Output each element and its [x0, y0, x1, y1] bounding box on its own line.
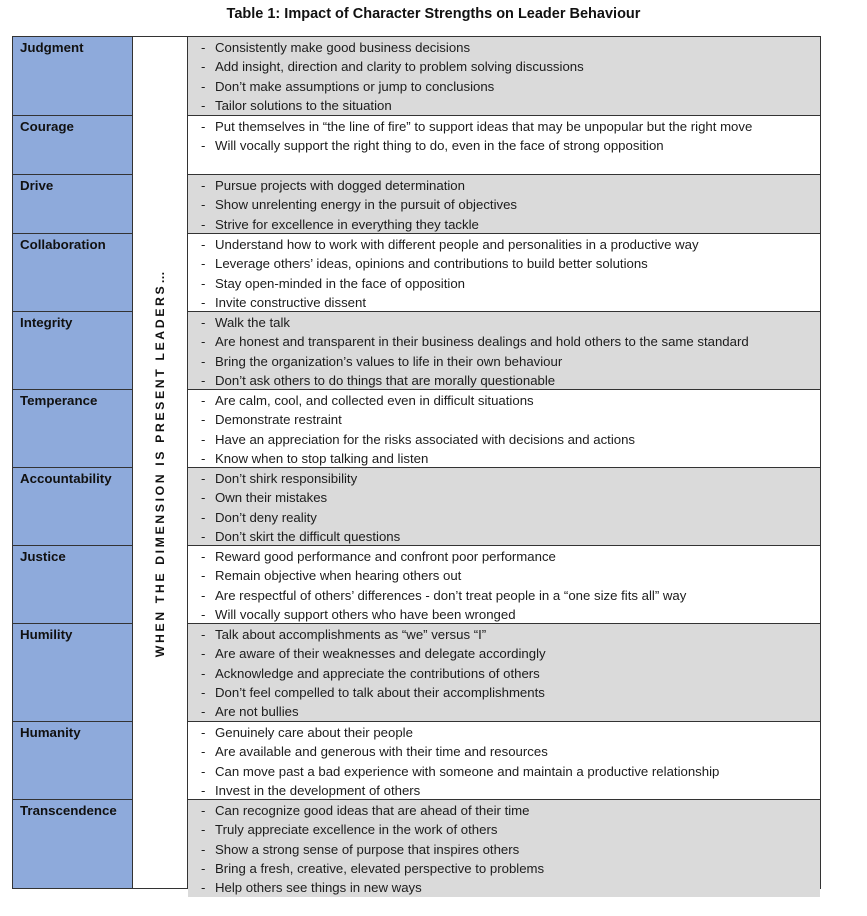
behaviour-item: - Don’t make assumptions or jump to conclusions — [188, 77, 820, 96]
vertical-label: WHEN THE DIMENSION IS PRESENT LEADERS… — [153, 268, 167, 657]
behaviour-item: - Are available and generous with their time and resources — [188, 742, 820, 761]
behaviour-item: - Acknowledge and appreciate the contributions of others — [188, 664, 820, 683]
dimension-label: Courage — [13, 115, 132, 174]
behaviour-rows — [188, 37, 820, 896]
behaviour-item: - Talk about accomplishments as “we” versus “I” — [188, 625, 820, 644]
behaviour-item: - Show unrelenting energy in the pursuit of objectives — [188, 195, 820, 214]
table-row — [188, 174, 820, 233]
behaviour-list — [188, 175, 820, 234]
behaviour-item: - Add insight, direction and clarity to problem solving discussions — [188, 57, 820, 76]
behaviour-item: - Will vocally support others who have been wronged — [188, 605, 820, 624]
dimension-label: Transcendence — [13, 799, 132, 897]
table-row — [188, 721, 820, 799]
dimension-label: Humanity — [13, 721, 132, 799]
behaviour-list — [188, 37, 820, 115]
dimension-label-column — [13, 37, 133, 888]
behaviour-list — [188, 800, 820, 897]
dimension-label: Collaboration — [13, 233, 132, 311]
behaviour-item: - Reward good performance and confront poor performance — [188, 547, 820, 566]
behaviour-list — [188, 116, 820, 156]
behaviour-item: - Don’t shirk responsibility — [188, 469, 820, 488]
behaviour-list — [188, 312, 820, 390]
dimension-label: Humility — [13, 623, 132, 721]
dimension-label: Integrity — [13, 311, 132, 389]
behaviour-item: - Demonstrate restraint — [188, 410, 820, 429]
behaviour-item: - Help others see things in new ways — [188, 878, 820, 897]
behaviour-list — [188, 234, 820, 312]
behaviour-item: - Can move past a bad experience with someone and maintain a productive relationship — [188, 762, 820, 781]
behaviour-item: - Genuinely care about their people — [188, 723, 820, 742]
behaviour-item: - Understand how to work with different people and personalities in a productive way — [188, 235, 820, 254]
behaviour-list — [188, 468, 820, 546]
table-row — [188, 115, 820, 174]
behaviour-item: - Know when to stop talking and listen — [188, 449, 820, 468]
behaviour-item: - Are calm, cool, and collected even in difficult situations — [188, 391, 820, 410]
dimension-label: Accountability — [13, 467, 132, 545]
behaviour-item: - Pursue projects with dogged determination — [188, 176, 820, 195]
behaviour-item: - Tailor solutions to the situation — [188, 96, 820, 115]
dimension-label: Judgment — [20, 40, 84, 55]
behaviour-item: - Bring the organization’s values to life in their own behaviour — [188, 352, 820, 371]
behaviour-item: - Walk the talk — [188, 313, 820, 332]
behaviour-item: - Will vocally support the right thing to do, even in the face of strong opposition — [188, 136, 820, 155]
behaviour-item: - Remain objective when hearing others out — [188, 566, 820, 585]
behaviour-item: - Stay open-minded in the face of opposition — [188, 274, 820, 293]
table-row — [188, 623, 820, 721]
table-title: Table 1: Impact of Character Strengths on Leader Behaviour — [226, 6, 641, 22]
behaviour-item: - Don’t deny reality — [188, 508, 820, 527]
dimension-label: Temperance — [13, 389, 132, 467]
behaviour-item: - Strive for excellence in everything they tackle — [188, 215, 820, 234]
behaviour-list — [188, 722, 820, 800]
behaviour-item: - Put themselves in “the line of fire” to support ideas that may be unpopular but the right move — [188, 117, 820, 136]
behaviour-item: - Can recognize good ideas that are ahead of their time — [188, 801, 820, 820]
behaviour-list — [188, 624, 820, 721]
behaviour-item: - Invite constructive dissent — [188, 293, 820, 312]
table-row — [188, 799, 820, 897]
behaviour-item: - Don’t ask others to do things that are morally questionable — [188, 371, 820, 390]
behaviour-item: - Are honest and transparent in their business dealings and hold others to the same standard — [188, 332, 820, 351]
behaviour-list — [188, 390, 820, 468]
behaviour-item: - Don’t feel compelled to talk about their accomplishments — [188, 683, 820, 702]
behaviour-item: - Bring a fresh, creative, elevated perspective to problems — [188, 859, 820, 878]
table-row — [188, 467, 820, 545]
behaviour-item: - Are aware of their weaknesses and delegate accordingly — [188, 644, 820, 663]
behaviour-item: - Leverage others’ ideas, opinions and contributions to build better solutions — [188, 254, 820, 273]
table-row — [188, 389, 820, 467]
behaviour-item: - Truly appreciate excellence in the work of others — [188, 820, 820, 839]
behaviour-item: - Show a strong sense of purpose that inspires others — [188, 840, 820, 859]
behaviour-list — [188, 546, 820, 624]
behaviour-item: - Have an appreciation for the risks associated with decisions and actions — [188, 430, 820, 449]
table-row — [188, 545, 820, 623]
behaviour-item: - Invest in the development of others — [188, 781, 820, 800]
table-row — [188, 311, 820, 389]
behaviour-item: - Don’t skirt the difficult questions — [188, 527, 820, 546]
dimension-label: Justice — [13, 545, 132, 623]
dimension-label: Drive — [13, 174, 132, 233]
behaviour-item: - Are respectful of others’ differences - don’t treat people in a “one size fits all” way — [188, 586, 820, 605]
behaviour-item: - Own their mistakes — [188, 488, 820, 507]
character-strengths-table — [12, 36, 821, 896]
table-row — [188, 37, 820, 115]
vertical-label-column — [133, 37, 188, 888]
behaviour-item: - Are not bullies — [188, 702, 820, 721]
behaviour-item: - Consistently make good business decisions — [188, 38, 820, 57]
table-row — [188, 233, 820, 311]
